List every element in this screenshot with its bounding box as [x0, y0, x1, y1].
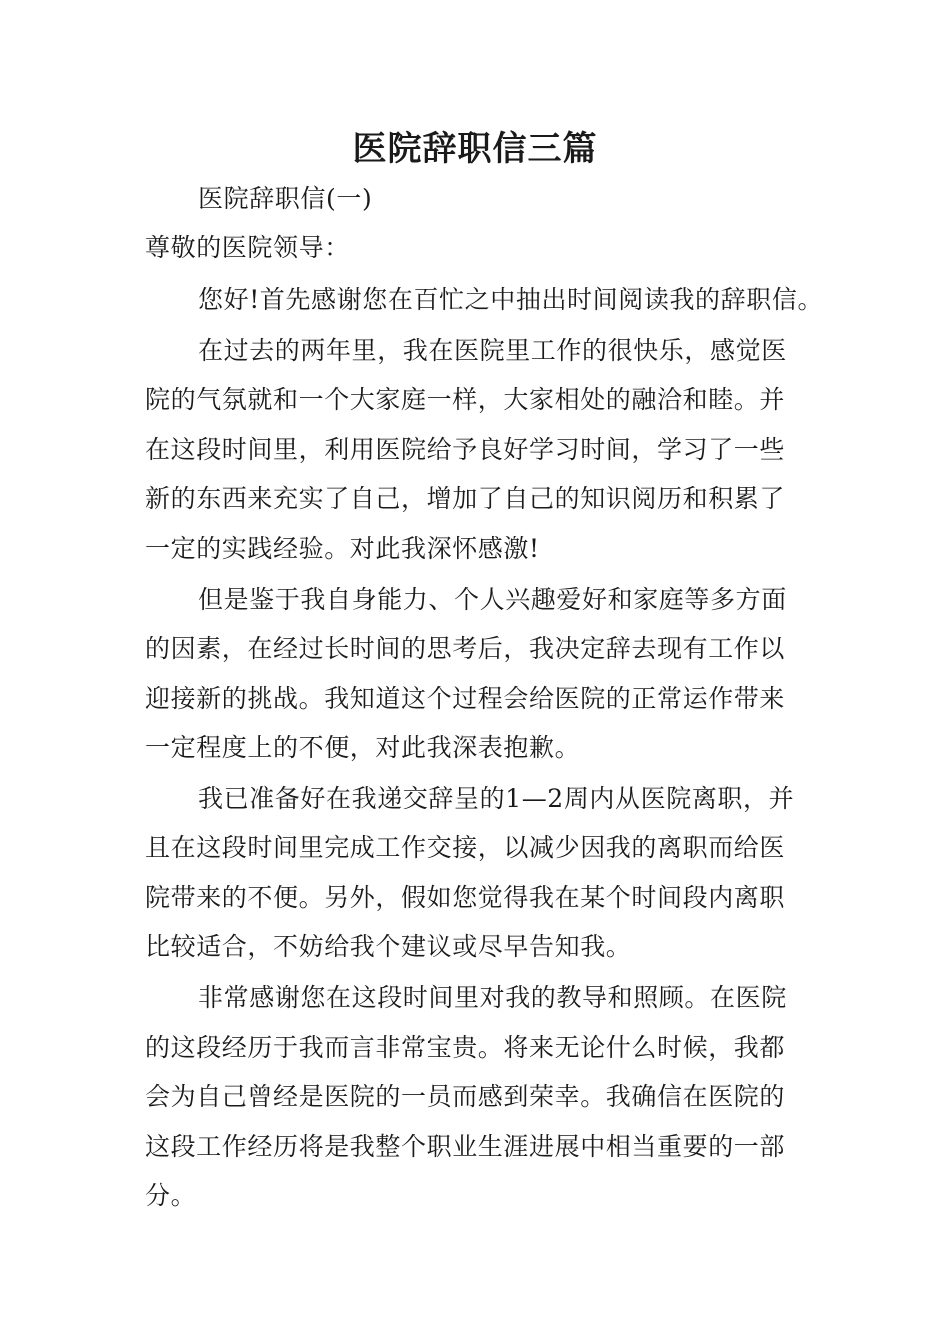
paragraph-line: 的这段经历于我而言非常宝贵。将来无论什么时候，我都: [145, 1033, 786, 1062]
paragraph-line: 一定程度上的不便，对此我深表抱歉。: [145, 733, 581, 762]
document-title: 医院辞职信三篇: [352, 129, 598, 169]
paragraph-line: 我已准备好在我递交辞呈的1—2周内从医院离职，并: [198, 784, 795, 813]
paragraph-line: 且在这段时间里完成工作交接，以减少因我的离职而给医: [145, 833, 786, 862]
paragraph-line: 迎接新的挑战。我知道这个过程会给医院的正常运作带来: [145, 684, 786, 713]
paragraph-line: 会为自己曾经是医院的一员而感到荣幸。我确信在医院的: [145, 1082, 786, 1111]
paragraph-line: 您好!首先感谢您在百忙之中抽出时间阅读我的辞职信。: [198, 285, 824, 314]
paragraph-line: 比较适合，不妨给我个建议或尽早告知我。: [145, 932, 632, 961]
section-heading: 医院辞职信(一): [198, 184, 373, 213]
paragraph-line: 新的东西来充实了自己，增加了自己的知识阅历和积累了: [145, 484, 786, 513]
paragraph-line: 在过去的两年里，我在医院里工作的很快乐，感觉医: [198, 336, 787, 365]
salutation: 尊敬的医院领导：: [145, 233, 350, 262]
paragraph-line: 院带来的不便。另外，假如您觉得我在某个时间段内离职: [145, 883, 786, 912]
paragraph-line: 分。: [145, 1181, 197, 1210]
paragraph-line: 的因素，在经过长时间的思考后，我决定辞去现有工作以: [145, 634, 786, 663]
paragraph-line: 在这段时间里，利用医院给予良好学习时间，学习了一些: [145, 435, 786, 464]
paragraph-line: 这段工作经历将是我整个职业生涯进展中相当重要的一部: [145, 1132, 786, 1161]
paragraph-line: 一定的实践经验。对此我深怀感激!: [145, 534, 540, 563]
paragraph-line: 但是鉴于我自身能力、个人兴趣爱好和家庭等多方面: [198, 585, 787, 614]
paragraph-line: 非常感谢您在这段时间里对我的教导和照顾。在医院: [198, 983, 787, 1012]
paragraph-line: 院的气氛就和一个大家庭一样，大家相处的融洽和睦。并: [145, 385, 786, 414]
